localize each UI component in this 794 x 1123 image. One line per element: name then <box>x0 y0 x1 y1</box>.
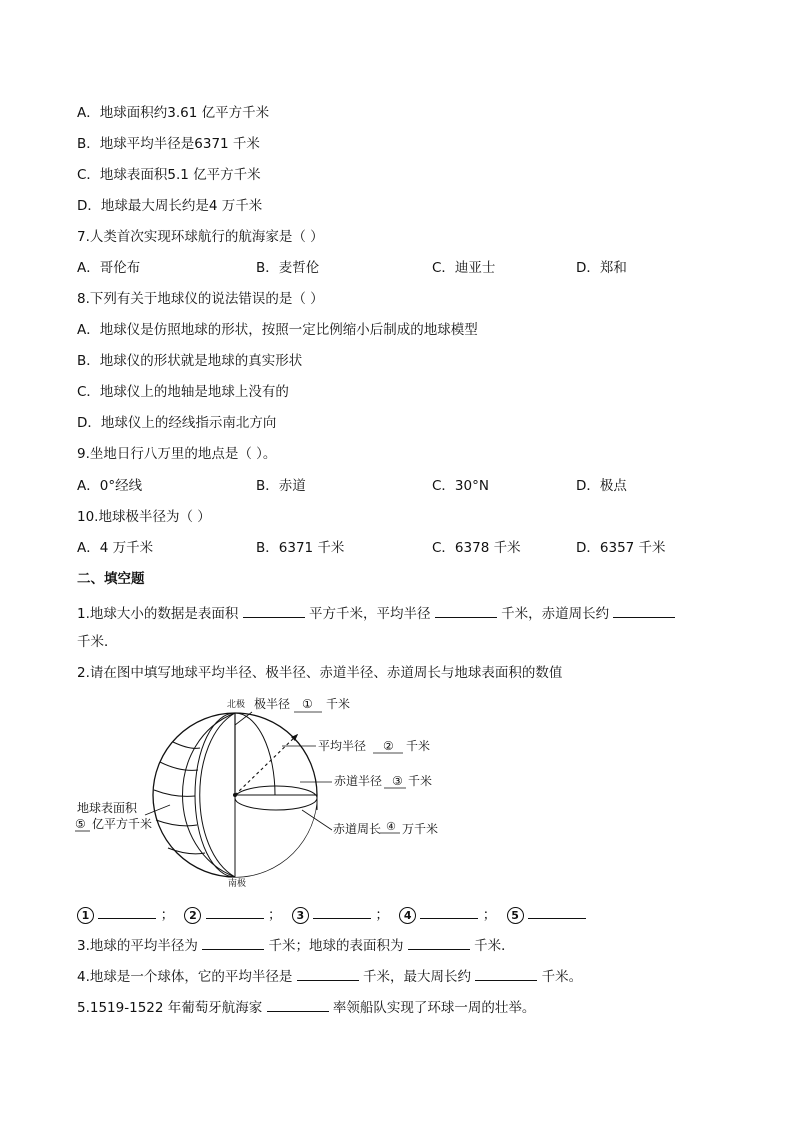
q7-option-b: B．麦哲伦 <box>256 260 320 276</box>
answer-item-5 <box>507 904 586 924</box>
circle-number-3: 3 <box>292 907 309 924</box>
q10-option-c: C．6378 千米 <box>432 540 521 556</box>
answer-blank[interactable] <box>267 997 329 1012</box>
answer-blank-3[interactable] <box>313 904 371 919</box>
answer-blank[interactable] <box>475 966 537 981</box>
answer-item-1: 1 ； <box>77 904 174 924</box>
q8-option-b: B．地球仪的形状就是地球的真实形状 <box>77 353 303 369</box>
fill1-text-3: 千米，赤道周长约 <box>501 606 610 622</box>
q10-option-d: D．6357 千米 <box>576 540 666 556</box>
circle-number-2: 2 <box>184 907 201 924</box>
eq-circ-unit: 万千米 <box>402 822 439 836</box>
q10-option-a: A．4 万千米 <box>77 540 154 556</box>
q8-option-a: A．地球仪是仿照地球的形状，按照一定比例缩小后制成的地球模型 <box>77 322 478 338</box>
q7-option-a: A．哥伦布 <box>77 260 141 276</box>
fill1-text-1: 1.地球大小的数据是表面积 <box>77 606 239 622</box>
south-pole-label: 南极 <box>228 879 247 889</box>
circle-number-5: 5 <box>507 907 524 924</box>
answer-item-4: 4 ； <box>399 904 496 924</box>
answer-blank[interactable] <box>435 603 497 618</box>
answer-blank-1[interactable] <box>98 904 156 919</box>
q9-options <box>77 477 717 495</box>
q6-option-c: C．地球表面积5.1 亿平方千米 <box>77 167 261 183</box>
section-title-fill-in: 二、填空题 <box>77 571 145 587</box>
circle-number-4: 4 <box>399 907 416 924</box>
q9-option-b: B．赤道 <box>256 478 306 494</box>
mean-radius-label: 平均半径 <box>318 739 367 753</box>
meridian-line <box>200 713 235 877</box>
fill5-line: 5.1519-1522 年葡萄牙航海家 率领船队实现了环球一周的壮举。 <box>77 997 535 1017</box>
q9-option-c: C．30°N <box>432 478 489 494</box>
eq-circ-label: 赤道周长 <box>333 822 382 836</box>
answer-blank[interactable] <box>297 966 359 981</box>
marker-4: ④ <box>386 820 396 833</box>
mean-radius-unit: 千米 <box>406 739 431 753</box>
circle-number-1: 1 <box>77 907 94 924</box>
marker-3: ③ <box>392 774 403 788</box>
q6-option-b: B．地球平均半径是6371 千米 <box>77 136 260 152</box>
eq-radius-unit: 千米 <box>408 774 433 788</box>
eq-radius-label: 赤道半径 <box>334 774 383 788</box>
answer-blank[interactable] <box>408 935 470 950</box>
parallel-line <box>154 790 195 796</box>
answer-blank[interactable] <box>202 935 264 950</box>
answer-item-3: 3 ； <box>292 904 389 924</box>
q9-stem: 9.坐地日行八万里的地点是（ ）。 <box>77 446 277 462</box>
q8-option-c: C．地球仪上的地轴是地球上没有的 <box>77 384 289 400</box>
fill4-line: 4.地球是一个球体，它的平均半径是 千米，最大周长约 千米。 <box>77 966 582 986</box>
marker-2: ② <box>383 739 394 753</box>
q10-option-b: B．6371 千米 <box>256 540 345 556</box>
q8-stem: 8.下列有关于地球仪的说法错误的是（ ） <box>77 291 324 307</box>
globe-diagram <box>70 690 450 890</box>
fill3-line: 3.地球的平均半径为 千米；地球的表面积为 千米． <box>77 935 515 955</box>
q10-stem: 10.地球极半径为（ ） <box>77 509 211 525</box>
polar-radius-unit: 千米 <box>326 697 351 711</box>
answer-item-2: 2 ； <box>184 904 281 924</box>
q6-option-a: A．地球面积约3.61 亿平方千米 <box>77 105 270 121</box>
fill2-stem: 2.请在图中填写地球平均半径、极半径、赤道半径、赤道周长与地球表面积的数值 <box>77 665 563 681</box>
north-pole-label: 北极 <box>227 700 246 710</box>
answer-blank[interactable] <box>243 603 305 618</box>
q7-stem: 7.人类首次实现环球航行的航海家是（ ） <box>77 229 324 245</box>
answer-row <box>77 904 592 924</box>
q8-option-d: D．地球仪上的经线指示南北方向 <box>77 415 277 431</box>
polar-radius-label: 极半径 <box>254 697 291 711</box>
q7-options <box>77 259 717 277</box>
meridian-line <box>183 713 236 877</box>
fill1-text-2: 平方千米，平均半径 <box>308 606 431 622</box>
parallel-line <box>160 762 198 770</box>
fill1-text-4: 千米． <box>77 634 118 650</box>
parallel-line <box>156 820 197 826</box>
surface-area-unit: 亿平方千米 <box>92 817 153 831</box>
q7-option-d: D．郑和 <box>576 260 627 276</box>
q9-option-d: D．极点 <box>576 478 627 494</box>
marker-1: ① <box>302 697 313 711</box>
answer-blank-4[interactable] <box>420 904 478 919</box>
fill1-line1 <box>77 603 675 623</box>
q6-option-d: D．地球最大周长约是4 万千米 <box>77 198 263 214</box>
q9-option-a: A．0°经线 <box>77 478 143 494</box>
answer-blank-2[interactable] <box>206 904 264 919</box>
answer-blank[interactable] <box>613 603 675 618</box>
q7-option-c: C．迪亚士 <box>432 260 496 276</box>
q10-options <box>77 539 717 557</box>
marker-5: ⑤ <box>75 817 86 831</box>
answer-blank-5[interactable] <box>528 904 586 919</box>
surface-area-label: 地球表面积 <box>77 801 138 815</box>
